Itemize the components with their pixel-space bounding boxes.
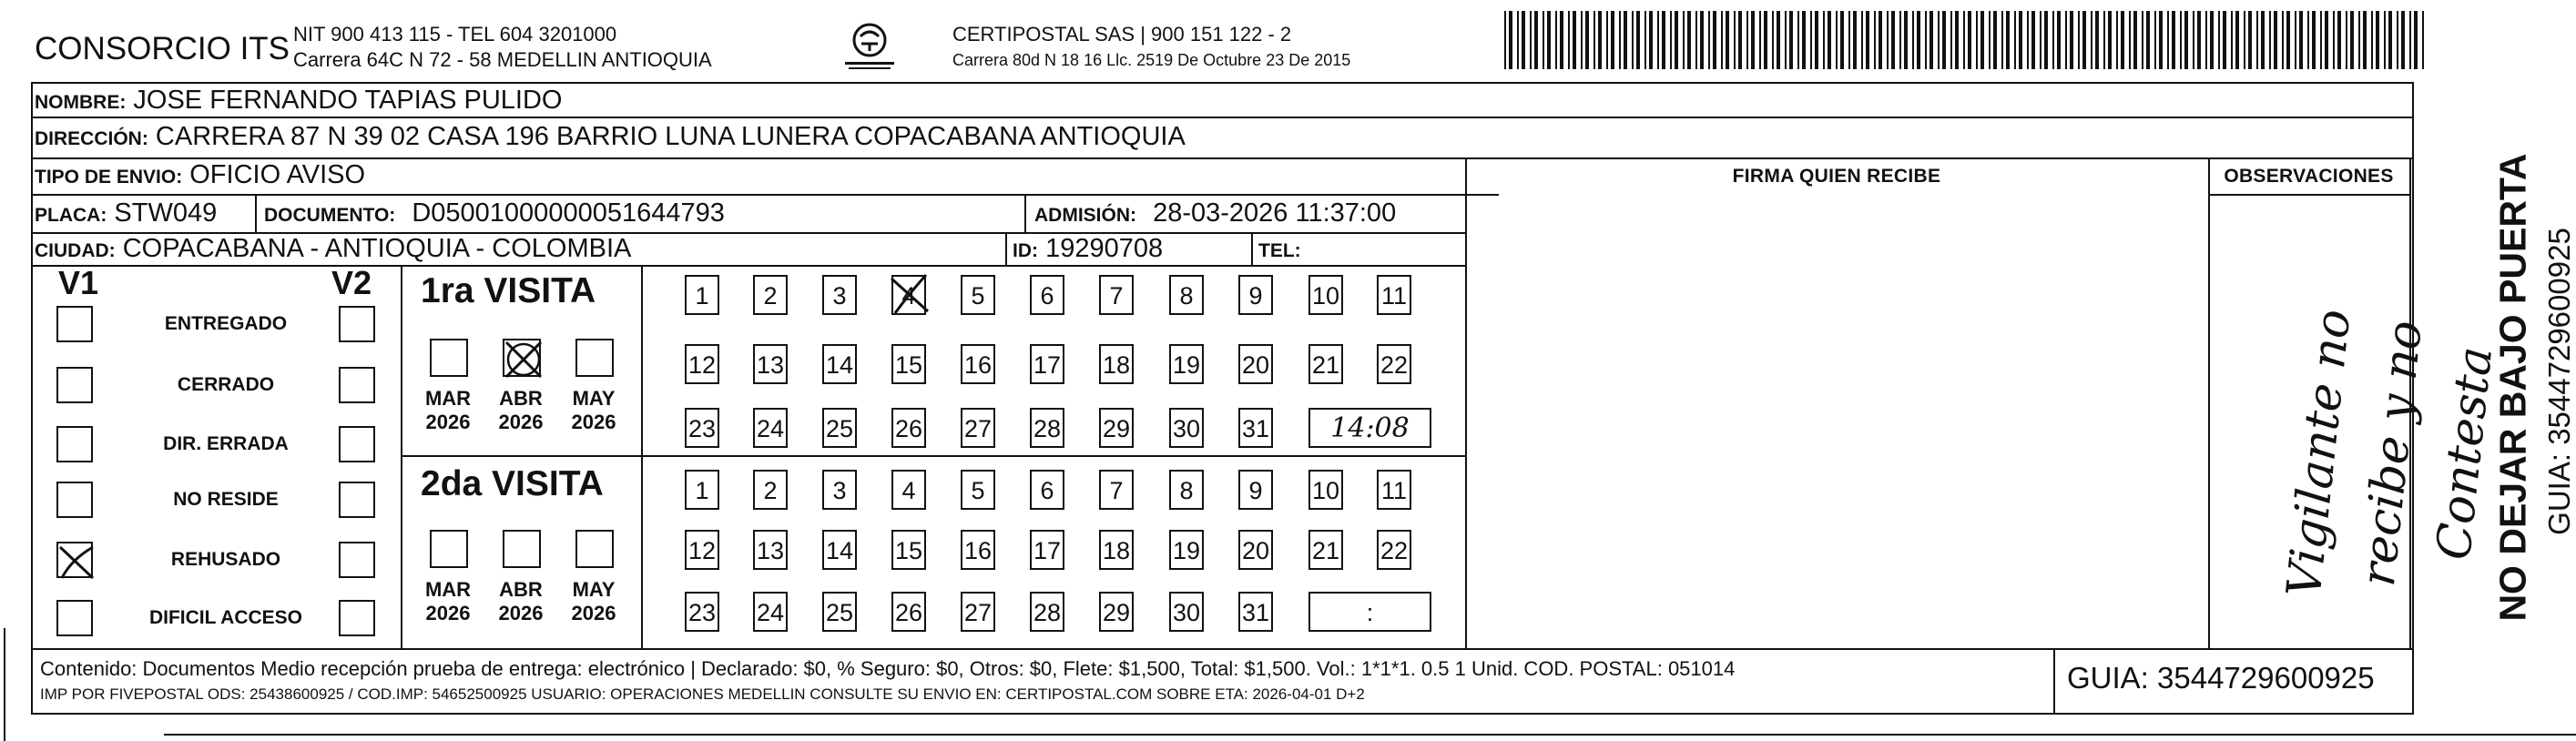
status-label: CERRADO bbox=[177, 374, 275, 395]
day-box[interactable]: 28 bbox=[1030, 592, 1064, 632]
v2-checkbox[interactable] bbox=[339, 482, 375, 518]
day-box[interactable]: 17 bbox=[1030, 530, 1064, 570]
day-box[interactable]: 30 bbox=[1169, 408, 1204, 448]
day-box[interactable]: 11 bbox=[1377, 470, 1411, 510]
time-box[interactable]: 14:08 bbox=[1308, 408, 1431, 448]
time-box[interactable]: : bbox=[1308, 592, 1431, 632]
day-box[interactable]: 5 bbox=[961, 275, 995, 315]
footer-guia: GUIA: 3544729600925 bbox=[2067, 661, 2375, 695]
day-box[interactable]: 2 bbox=[753, 275, 788, 315]
day-box[interactable]: 8 bbox=[1169, 275, 1204, 315]
certipostal-line-2: Carrera 80d N 18 16 Llc. 2519 De Octubre 23 De 2015 bbox=[952, 51, 1351, 69]
status-label: DIFICIL ACCESO bbox=[148, 607, 302, 628]
day-box[interactable]: 3 bbox=[822, 275, 857, 315]
year-label: 2026 bbox=[498, 411, 544, 433]
year-label: 2026 bbox=[571, 411, 616, 433]
company-line-2: Carrera 64C N 72 - 58 MEDELLIN ANTIOQUIA bbox=[293, 48, 712, 71]
no-dejar-bajo-puerta: NO DEJAR BAJO PUERTA bbox=[2491, 153, 2534, 622]
day-box[interactable]: 27 bbox=[961, 592, 995, 632]
day-box[interactable]: 22 bbox=[1377, 530, 1411, 570]
direccion-value: CARRERA 87 N 39 02 CASA 196 BARRIO LUNA LUNERA COPACABANA ANTIOQUIA bbox=[155, 122, 1186, 151]
v2-checkbox[interactable] bbox=[339, 306, 375, 342]
visit2-title: 2da VISITA bbox=[421, 464, 604, 503]
day-box[interactable]: 4 bbox=[891, 275, 926, 315]
day-box[interactable]: 24 bbox=[753, 408, 788, 448]
v2-checkbox[interactable] bbox=[339, 600, 375, 636]
day-box[interactable]: 1 bbox=[685, 275, 719, 315]
nombre-row bbox=[35, 86, 562, 117]
admision-label: ADMISIÓN: bbox=[1034, 205, 1136, 226]
day-box[interactable]: 14 bbox=[822, 344, 857, 384]
company-line-1: NIT 900 413 115 - TEL 604 3201000 bbox=[293, 23, 617, 46]
barcode-image bbox=[1504, 11, 2429, 69]
month-label: MAY bbox=[572, 387, 616, 410]
day-box[interactable]: 26 bbox=[891, 408, 926, 448]
certipostal-logo bbox=[836, 20, 903, 73]
day-box[interactable]: 15 bbox=[891, 530, 926, 570]
day-box[interactable]: 7 bbox=[1099, 470, 1134, 510]
nombre-value: JOSE FERNANDO TAPIAS PULIDO bbox=[133, 86, 563, 115]
firma-area[interactable] bbox=[1467, 196, 2206, 646]
direccion-label: DIRECCIÓN: bbox=[35, 128, 148, 149]
visit1-title: 1ra VISITA bbox=[421, 271, 596, 310]
month-checkbox[interactable] bbox=[430, 530, 468, 568]
v1-checkbox[interactable] bbox=[56, 367, 93, 403]
day-box[interactable]: 21 bbox=[1308, 344, 1343, 384]
day-box[interactable]: 12 bbox=[685, 344, 719, 384]
month-checkbox[interactable] bbox=[430, 339, 468, 377]
day-box[interactable]: 22 bbox=[1377, 344, 1411, 384]
day-box[interactable]: 18 bbox=[1099, 344, 1134, 384]
month-checkbox[interactable] bbox=[503, 530, 541, 568]
day-box[interactable]: 23 bbox=[685, 408, 719, 448]
firma-label: FIRMA QUIEN RECIBE bbox=[1732, 166, 1941, 187]
tipo-envio-value: OFICIO AVISO bbox=[189, 160, 366, 189]
day-box[interactable]: 11 bbox=[1377, 275, 1411, 315]
day-box[interactable]: 6 bbox=[1030, 470, 1064, 510]
month-label: ABR bbox=[499, 387, 543, 410]
day-box[interactable]: 24 bbox=[753, 592, 788, 632]
day-box[interactable]: 13 bbox=[753, 344, 788, 384]
v1-checkbox[interactable] bbox=[56, 600, 93, 636]
tipo-envio-label: TIPO DE ENVIO: bbox=[35, 167, 183, 188]
status-label: DIR. ERRADA bbox=[163, 433, 289, 454]
footer-line-2: IMP POR FIVEPOSTAL ODS: 25438600925 / COD.IMP: 54652500925 USUARIO: OPERACIONES MEDELLIN CONSULTE SU ENVIO EN: CERTIPOSTAL.COM SOBRE ETA: 2026-04-01 D+2 bbox=[40, 685, 1365, 703]
tipo-envio-row bbox=[35, 160, 365, 192]
ciudad-value: COPACABANA - ANTIOQUIA - COLOMBIA bbox=[122, 234, 632, 263]
day-box[interactable]: 19 bbox=[1169, 344, 1204, 384]
day-box[interactable]: 15 bbox=[891, 344, 926, 384]
day-box[interactable]: 5 bbox=[961, 470, 995, 510]
day-box[interactable]: 31 bbox=[1238, 408, 1273, 448]
day-box[interactable]: 23 bbox=[685, 592, 719, 632]
v1-checkbox[interactable] bbox=[56, 482, 93, 518]
year-label: 2026 bbox=[571, 602, 616, 624]
day-box[interactable]: 9 bbox=[1238, 470, 1273, 510]
side-guia: GUIA: 3544729600925 bbox=[2542, 228, 2576, 535]
nombre-label: NOMBRE: bbox=[35, 92, 127, 113]
month-label: ABR bbox=[499, 578, 543, 601]
v1-checkbox[interactable] bbox=[56, 306, 93, 342]
month-checkbox[interactable] bbox=[503, 339, 541, 377]
day-box[interactable]: 28 bbox=[1030, 408, 1064, 448]
day-box[interactable]: 9 bbox=[1238, 275, 1273, 315]
month-label: MAY bbox=[572, 578, 616, 601]
status-label: REHUSADO bbox=[170, 549, 281, 570]
v1-label: V1 bbox=[58, 264, 99, 301]
day-box[interactable]: 19 bbox=[1169, 530, 1204, 570]
documento-label: DOCUMENTO: bbox=[264, 205, 396, 226]
year-label: 2026 bbox=[498, 602, 544, 624]
day-box[interactable]: 18 bbox=[1099, 530, 1134, 570]
day-box[interactable]: 20 bbox=[1238, 530, 1273, 570]
ciudad-label: CIUDAD: bbox=[35, 240, 116, 261]
observation-line-2: recibe y no bbox=[2350, 318, 2434, 589]
month-label: MAR bbox=[424, 578, 472, 601]
day-box[interactable]: 4 bbox=[891, 470, 926, 510]
day-box[interactable]: 20 bbox=[1238, 344, 1273, 384]
id-label: ID: bbox=[1013, 240, 1038, 261]
placa-label: PLACA: bbox=[35, 205, 107, 226]
day-box[interactable]: 10 bbox=[1308, 470, 1343, 510]
v2-checkbox[interactable] bbox=[339, 542, 375, 578]
day-box[interactable]: 7 bbox=[1099, 275, 1134, 315]
v1-checkbox[interactable] bbox=[56, 542, 93, 578]
day-box[interactable]: 17 bbox=[1030, 344, 1064, 384]
day-box[interactable]: 30 bbox=[1169, 592, 1204, 632]
id-row bbox=[1013, 234, 1163, 266]
year-label: 2026 bbox=[425, 602, 471, 624]
day-box[interactable]: 10 bbox=[1308, 275, 1343, 315]
observaciones-label: OBSERVACIONES bbox=[2224, 166, 2394, 187]
admision-value: 28-03-2026 11:37:00 bbox=[1153, 198, 1397, 228]
tel-row bbox=[1258, 234, 1301, 266]
day-box[interactable]: 27 bbox=[961, 408, 995, 448]
month-label: MAR bbox=[424, 387, 472, 410]
day-box[interactable]: 6 bbox=[1030, 275, 1064, 315]
day-box[interactable]: 3 bbox=[822, 470, 857, 510]
day-box[interactable]: 29 bbox=[1099, 592, 1134, 632]
day-box[interactable]: 16 bbox=[961, 530, 995, 570]
day-box[interactable]: 31 bbox=[1238, 592, 1273, 632]
tel-label: TEL: bbox=[1258, 240, 1301, 261]
v1-checkbox[interactable] bbox=[56, 426, 93, 462]
v2-checkbox[interactable] bbox=[339, 367, 375, 403]
day-box[interactable]: 2 bbox=[753, 470, 788, 510]
observation-line-3: Contesta bbox=[2426, 344, 2504, 563]
day-box[interactable]: 25 bbox=[822, 592, 857, 632]
day-box[interactable]: 1 bbox=[685, 470, 719, 510]
day-box[interactable]: 16 bbox=[961, 344, 995, 384]
year-label: 2026 bbox=[425, 411, 471, 433]
day-box[interactable]: 12 bbox=[685, 530, 719, 570]
day-box[interactable]: 29 bbox=[1099, 408, 1134, 448]
day-box[interactable]: 26 bbox=[891, 592, 926, 632]
day-box[interactable]: 13 bbox=[753, 530, 788, 570]
footer-line-1: Contenido: Documentos Medio recepción prueba de entrega: electrónico | Declarado: $0, % Seguro: $0, Otros: $0, Flete: $1,500, Total: $1,500. Vol.: 1*1*1. 0.5 1 Unid. COD. POSTAL: 051014 bbox=[40, 657, 1736, 680]
status-label: ENTREGADO bbox=[164, 313, 288, 334]
ciudad-row bbox=[35, 234, 631, 266]
placa-value: STW049 bbox=[114, 198, 218, 228]
v2-label: V2 bbox=[331, 264, 372, 301]
company-name: CONSORCIO ITS bbox=[35, 31, 290, 66]
id-value: 19290708 bbox=[1045, 234, 1164, 263]
status-label: NO RESIDE bbox=[173, 489, 279, 510]
placa-row bbox=[35, 198, 217, 230]
day-box[interactable]: 25 bbox=[822, 408, 857, 448]
documento-value: D05001000000051644793 bbox=[412, 198, 725, 228]
direccion-row bbox=[35, 122, 1186, 154]
certipostal-line-1: CERTIPOSTAL SAS | 900 151 122 - 2 bbox=[952, 23, 1292, 46]
documento-row bbox=[264, 198, 725, 230]
day-box[interactable]: 14 bbox=[822, 530, 857, 570]
v2-checkbox[interactable] bbox=[339, 426, 375, 462]
observation-line-1: Vigilante no bbox=[2276, 307, 2362, 600]
day-box[interactable]: 21 bbox=[1308, 530, 1343, 570]
month-checkbox[interactable] bbox=[575, 530, 614, 568]
day-box[interactable]: 8 bbox=[1169, 470, 1204, 510]
admision-row bbox=[1034, 198, 1396, 230]
month-checkbox[interactable] bbox=[575, 339, 614, 377]
day-check-mark bbox=[890, 271, 930, 321]
